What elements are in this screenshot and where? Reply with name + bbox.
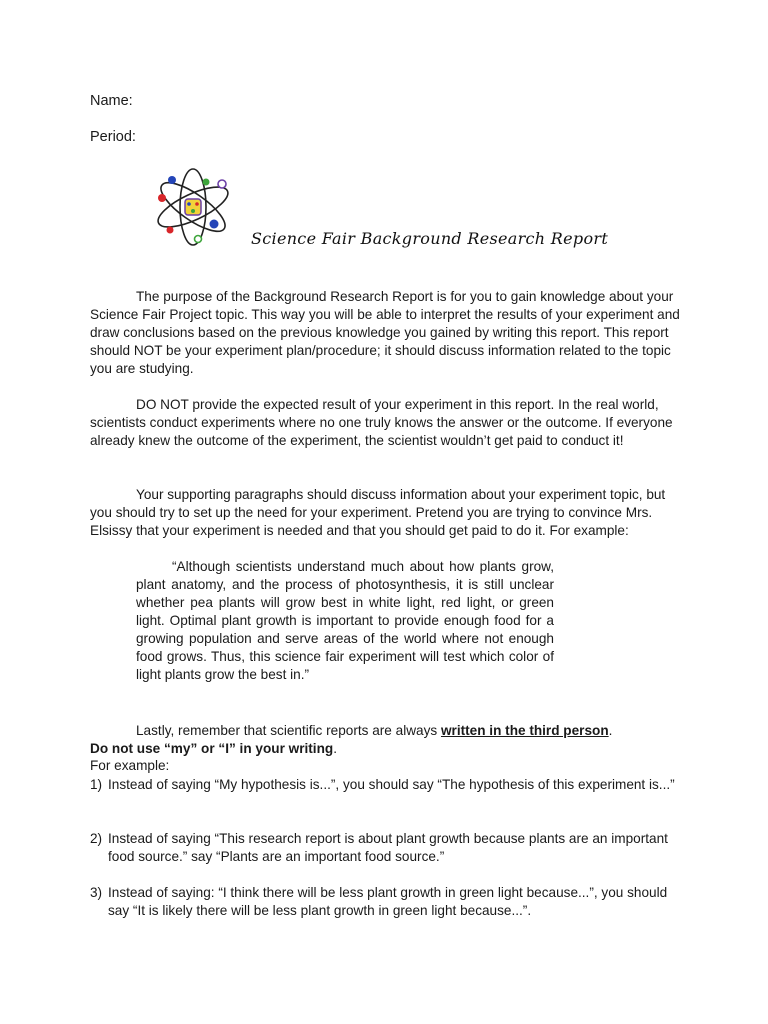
- list-item-text: Instead of saying “This research report is about plant growth because plants are an important food source.” say “Plants are an important food source.”: [108, 831, 668, 864]
- list-item-number: 2): [90, 831, 103, 846]
- name-label: Name:: [90, 93, 133, 109]
- examples-label: For example:: [90, 758, 170, 773]
- paragraph-third-person: [90, 722, 680, 758]
- list-item: [90, 884, 690, 920]
- paragraph-do-not-provide: DO NOT provide the expected result of your experiment in this report. In the real world, scientists conduct experiments where no one truly knows the answer or the outcome. If everyone already knew the outcome of the experiment, the scientist wouldn’t get paid to conduct it!: [90, 397, 673, 448]
- list-item-number: 1): [90, 777, 103, 792]
- list-item-text: Instead of saying “My hypothesis is...”, you should say “The hypothesis of this experiment is...”: [108, 777, 675, 792]
- list-item: [90, 830, 690, 866]
- third-person-period: .: [608, 723, 613, 738]
- no-my-i-period: .: [333, 741, 337, 756]
- paragraph-supporting: Your supporting paragraphs should discuss information about your experiment topic, but you should try to set up the need for your experiment. Pretend you are trying to convince Mrs. Elsissy that your experiment is needed and that you should get paid to do it. For example:: [90, 487, 666, 538]
- page-title: Science Fair Background Research Report: [251, 229, 609, 248]
- example-quote: “Although scientists understand much about how plants grow, plant anatomy, and the process of photosynthesis, it is still unclear whether pea plants will grow best in white light, red light, or green light. Optimal plant growth is important to provide enough food for a growing population and serve areas of the world where not enough food grows. Thus, this science fair experiment will test which color of light plants grow the best in.”: [136, 559, 554, 682]
- paragraph-purpose: The purpose of the Background Research Report is for you to gain knowledge about your Science Fair Project topic. This way you will be able to interpret the results of your experiment and draw conclusions based on the previous knowledge you gained by writing this report. This report should NOT be your experiment plan/procedure; it should discuss information related to the topic you are studying.: [90, 289, 680, 376]
- no-my-i-rule: Do not use “my” or “I” in your writing: [90, 741, 334, 756]
- list-item-text: Instead of saying: “I think there will be less plant growth in green light because...”, you should say “It is likely there will be less plant growth in green light because...”.: [108, 885, 668, 918]
- list-item: [90, 776, 690, 794]
- atom-icon: [150, 168, 236, 246]
- third-person-emphasis: written in the third person: [440, 723, 609, 738]
- list-item-number: 3): [90, 885, 103, 900]
- period-label: Period:: [90, 129, 136, 145]
- third-person-intro: Lastly, remember that scientific reports are always: [136, 723, 441, 738]
